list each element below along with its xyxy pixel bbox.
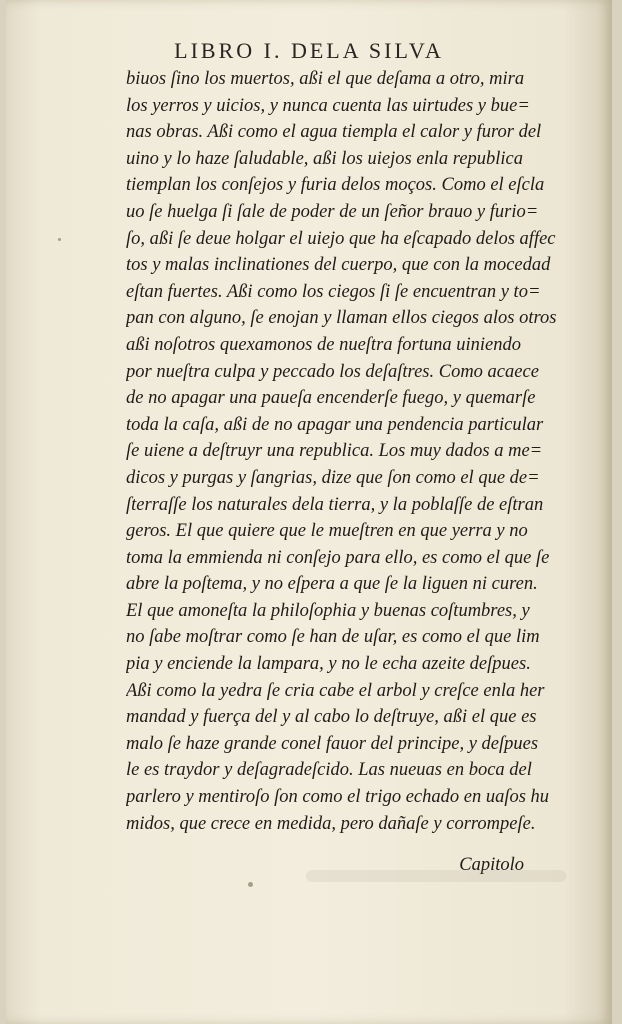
text-line: tos y malas inclinationes del cuerpo, que con la mocedad: [126, 255, 551, 276]
text-line: no ſabe moſtrar como ſe han de uſar, es como el que lim: [126, 627, 540, 648]
text-line: por nueſtra culpa y peccado los deſaſtres. Como acaece: [126, 361, 539, 382]
text-line: uo ſe huelga ſi ſale de poder de un ſeñor brauo y furio=: [126, 201, 539, 222]
text-line: los yerros y uicios, y nunca cuenta las uirtudes y bue=: [126, 95, 530, 116]
text-line: midos, que crece en medida, pero dañaſe y corrompeſe.: [126, 813, 536, 834]
body-text: [126, 66, 592, 837]
book-page: [6, 0, 612, 1024]
running-head: LIBRO I. DELA SILVA: [174, 38, 444, 63]
text-line: biuos ſino los muertos, aßi el que deſama a otro, mira: [126, 69, 525, 89]
text-line: parlero y mentiroſo ſon como el trigo echado en uaſos hu: [126, 787, 550, 808]
text-line: toma la emmienda ni conſejo para ello, es como el que ſe: [126, 547, 550, 568]
text-line: tiemplan los conſejos y furia delos moços. Como el eſcla: [126, 175, 545, 196]
text-line: toda la caſa, aßi de no apagar una pendencia particular: [126, 414, 544, 435]
text-line: abre la poſtema, y no eſpera a que ſe la liguen ni curen.: [126, 574, 538, 595]
text-line: le es traydor y deſagradeſcido. Las nueuas en boca del: [126, 760, 532, 781]
text-line: pia y enciende la lampara, y no le echa azeite deſpues.: [126, 654, 531, 675]
text-line: Aßi como la yedra ſe cria cabe el arbol y creſce enla her: [126, 680, 545, 701]
text-line: nas obras. Aßi como el agua tiempla el calor y furor del: [126, 122, 542, 143]
text-line: uino y lo haze ſaludable, aßi los uiejos enla republica: [126, 148, 524, 169]
text-line: ſo, aßi ſe deue holgar el uiejo que ha eſcapado delos affec: [126, 228, 556, 249]
text-line: ſe uiene a deſtruyr una republica. Los muy dados a me=: [126, 441, 543, 462]
catchword: Capitolo: [459, 855, 524, 875]
ink-speck: [248, 882, 253, 887]
text-line: pan con alguno, ſe enojan y llaman ellos ciegos alos otros: [126, 308, 557, 329]
text-line: ſterraſſe los naturales dela tierra, y la poblaſſe de eſtran: [126, 494, 544, 515]
text-line: malo ſe haze grande conel fauor del principe, y deſpues: [126, 733, 539, 754]
text-line: dicos y purgas y ſangrias, dize que ſon como el que de=: [126, 467, 540, 488]
show-through-stain: [306, 870, 566, 882]
text-line: geros. El que quiere que le mueſtren en que yerra y no: [126, 521, 528, 542]
text-line: eſtan fuertes. Aßi como los ciegos ſi ſe encuentran y to=: [126, 281, 541, 302]
ink-speck: [58, 238, 61, 241]
text-line: El que amoneſta la philoſophia y buenas coſtumbres, y: [126, 600, 530, 621]
text-line: de no apagar una paueſa encenderſe fuego, y quemarſe: [126, 388, 536, 409]
text-line: aßi noſotros quexamonos de nueſtra fortuna uiniendo: [126, 334, 521, 355]
text-line: mandad y fuerça del y al cabo lo deſtruye, aßi el que es: [126, 707, 537, 728]
